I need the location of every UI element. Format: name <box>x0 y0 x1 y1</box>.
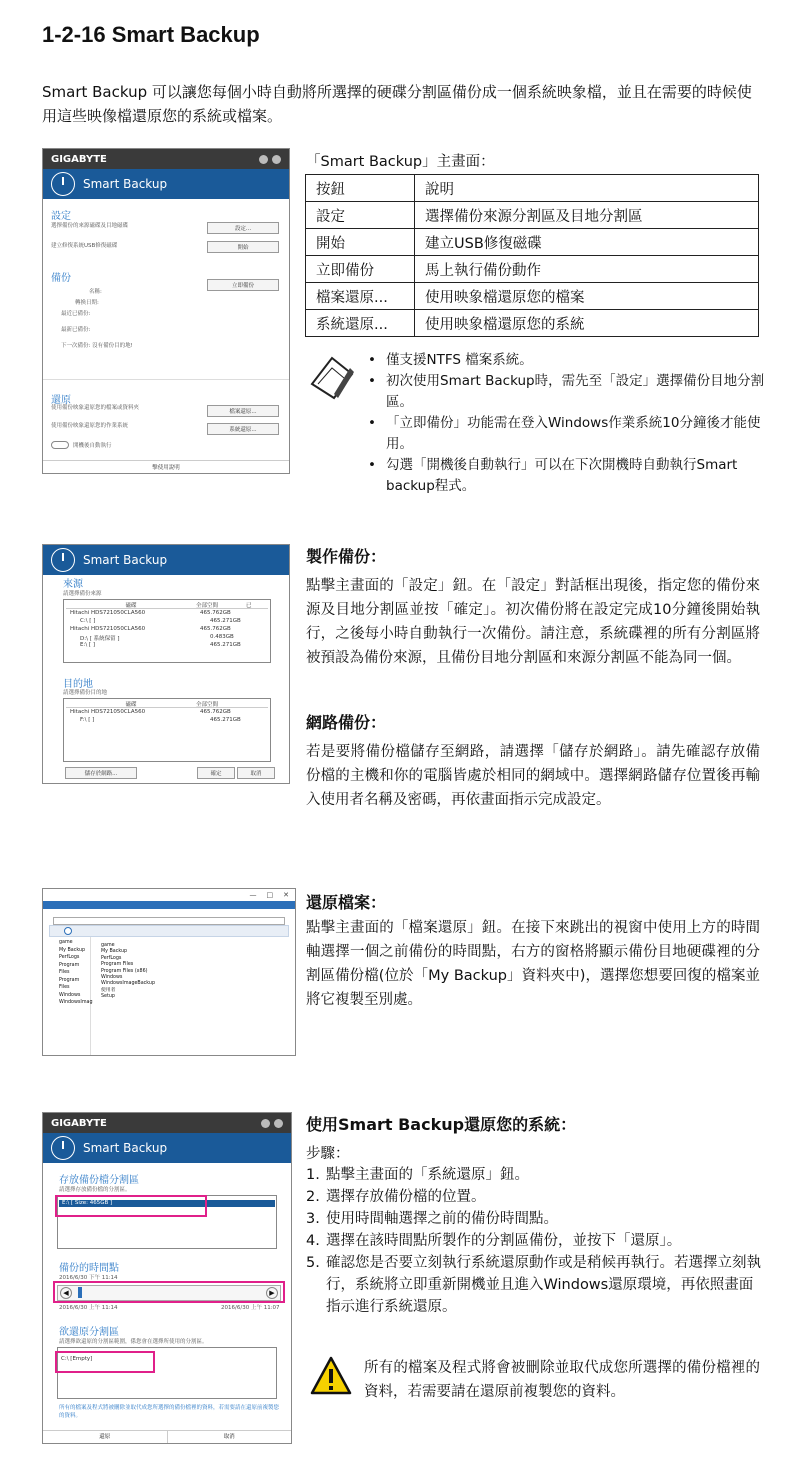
list-item[interactable]: Setup <box>101 994 115 1000</box>
title-bar <box>43 149 289 169</box>
source-label: 請選擇備份來源 <box>63 591 102 597</box>
table-cell: 使用映象檔還原您的系統 <box>415 310 759 337</box>
brand-logo: GIGABYTE <box>51 1117 107 1129</box>
backup-heading: 備份 <box>51 273 71 284</box>
list-item[interactable]: game <box>101 943 115 948</box>
steps-label: 步驟： <box>306 1146 350 1162</box>
network-body: 若是要將備份檔儲存至網路，請選擇「儲存於網路」。請先確認存放備份檔的主機和你的電腦皆處於相同的網域中。選擇網路儲存位置後再輸入使用者名稱及密碼，再依畫面指示完成設定。 <box>306 744 760 808</box>
app-header <box>43 1133 291 1163</box>
tree-item[interactable]: Program Files <box>59 962 80 975</box>
column-header: 已 <box>246 603 252 609</box>
list-item[interactable]: Hitachi HDS721050CLA560 465.762GB <box>70 626 231 632</box>
column-header: 磁碟 <box>125 702 137 708</box>
action-bar <box>43 1430 291 1443</box>
restore-button[interactable]: 還原 <box>43 1431 168 1443</box>
restore-heading: 還原 <box>51 395 71 406</box>
list-item[interactable]: D:\ [ 系統保留 ] 0.483GB <box>80 634 234 642</box>
cancel-button[interactable]: 取消 <box>223 1434 235 1440</box>
button-table <box>305 174 759 337</box>
table-row <box>306 229 759 256</box>
table-cell: 立即備份 <box>306 256 415 283</box>
settings-label: 選擇備份的來源磁碟及目地磁碟 <box>51 223 129 229</box>
list-item[interactable]: E:\ [ Size: 465GB ] <box>59 1200 275 1207</box>
close-icon[interactable]: ✕ <box>283 891 289 899</box>
backup-field: 最近已備份: <box>61 311 91 317</box>
start-button[interactable]: 開始 <box>207 241 279 253</box>
restore-system-title: 使用Smart Backup還原您的系統： <box>306 1115 577 1134</box>
step-item: 5. 確認您是否要立刻執行系統還原動作或是稍候再執行。若選擇立刻執行，系統將立即重新開機並且進入Windows還原環境，再依照畫面指示進行系統還原。 <box>306 1255 761 1315</box>
list-item[interactable]: Windows <box>101 975 123 981</box>
list-item[interactable]: PerfLogs <box>101 955 122 961</box>
system-restore-screenshot <box>42 1112 292 1444</box>
highlight-box <box>55 1195 207 1217</box>
file-restore-button[interactable]: 檔案還原... <box>207 405 279 417</box>
table-cell: 選擇備份來源分割區及目地分割區 <box>415 202 759 229</box>
destination-heading: 目的地 <box>63 679 93 690</box>
store-partition-heading: 存放備份檔分割區 <box>59 1175 139 1186</box>
warning-note: 所有的檔案及程式將被刪除並取代成您所選擇的備份檔裡的資料，若需要請在還原前複製您的資料。 <box>59 1405 280 1419</box>
tree-item[interactable]: My Backup <box>59 947 86 953</box>
table-row <box>306 283 759 310</box>
minimize-icon[interactable] <box>259 155 268 164</box>
column-header: 全部空間 <box>196 603 219 609</box>
header-cell: 說明 <box>415 175 759 202</box>
backup-title: 製作備份： <box>306 547 387 566</box>
ok-button[interactable]: 確定 <box>197 767 235 779</box>
folder-tree[interactable] <box>43 937 91 1055</box>
list-item[interactable]: 使用者 <box>101 987 116 993</box>
table-cell: 檔案還原... <box>306 283 415 310</box>
prev-arrow-icon[interactable]: ◀ <box>60 1287 72 1299</box>
table-cell: 設定 <box>306 202 415 229</box>
ribbon-tab-bar <box>43 901 295 909</box>
table-header-row <box>306 175 759 202</box>
warning-text: 所有的檔案及程式將會被刪除並取代成您所選擇的備份檔裡的資料，若需要請在還原前複製您的資料。 <box>364 1360 760 1400</box>
backup-body: 點擊主畫面的「設定」鈕。在「設定」對話框出現後，指定您的備份來源及目地分割區並按「確定」。初次備份將在設定完成10分鐘後開始執行，之後每小時自動執行一次備份。請注意，系統碟裡的所有分割區將被預設為備份來源，且備份目地分割區和來源分割區不能為同一個。 <box>306 578 760 666</box>
note-item: • 初次使用Smart Backup時，需先至「設定」選擇備份目地分割區。 <box>382 371 776 413</box>
time-label-top: 2016/6/30 下午 11:14 <box>59 1275 118 1281</box>
backup-time-heading: 備份的時間點 <box>59 1263 119 1274</box>
list-item[interactable]: My Backup <box>101 949 128 955</box>
settings-heading: 設定 <box>51 211 71 222</box>
app-name: Smart Backup <box>83 177 168 191</box>
note-item: • 勾選「開機後自動執行」可以在下次開機時自動執行Smart backup程式。 <box>382 455 776 497</box>
section-title: 1-2-16 Smart Backup <box>42 22 260 47</box>
table-cell: 建立USB修復磁碟 <box>415 229 759 256</box>
restore-partition-label: 請選擇欲還原的分割區範圍，係您會在選擇所使用的分割區。 <box>59 1339 208 1345</box>
minimize-icon[interactable]: — <box>249 891 257 899</box>
auto-run-toggle[interactable] <box>51 441 69 449</box>
list-item[interactable]: Program Files (x86) <box>101 968 148 974</box>
note-item: • 「立即備份」功能需在登入Windows作業系統10分鐘後才能使用。 <box>382 413 776 455</box>
list-item[interactable]: F:\ [ ] 465.271GB <box>80 717 241 723</box>
backup-now-button[interactable]: 立即備份 <box>207 279 279 291</box>
highlight-box <box>55 1351 155 1373</box>
app-header <box>43 545 289 575</box>
restore-files-body: 點擊主畫面的「檔案還原」鈕。在接下來跳出的視窗中使用上方的時間軸選擇一個之前備份的時間點，右方的窗格將顯示備份目地硬碟裡的分割區備份檔(位於「My Backup」資料夾中)，選擇您想要回復的檔案並將它複製至別處。 <box>306 920 760 1008</box>
next-arrow-icon[interactable]: ▶ <box>266 1287 278 1299</box>
save-to-network-button[interactable]: 儲存於網路... <box>65 767 137 779</box>
source-heading: 來源 <box>63 579 83 590</box>
main-window-screenshot <box>42 148 290 474</box>
tree-item[interactable]: Program Files <box>59 977 80 990</box>
tree-item[interactable]: game <box>59 940 73 945</box>
tree-item[interactable]: WindowsImag <box>59 1000 93 1005</box>
cancel-button[interactable]: 取消 <box>237 767 275 779</box>
list-item[interactable]: Program Files <box>101 962 134 968</box>
destination-disk-list[interactable] <box>63 698 271 762</box>
timeline-bar[interactable] <box>49 925 289 937</box>
column-header: 全部空間 <box>196 702 219 708</box>
system-restore-button[interactable]: 系統還原... <box>207 423 279 435</box>
backup-field: 下一次備份: 沒有備份目的地! <box>61 343 133 349</box>
auto-run-label: 開機後自動執行 <box>73 443 112 449</box>
settings-dialog-screenshot <box>42 544 290 784</box>
clock-icon <box>51 548 75 572</box>
clock-icon <box>51 1136 75 1160</box>
footer-help[interactable]: 擊使用說明 <box>43 460 289 473</box>
note-item: • 僅支援NTFS 檔案系統。 <box>382 350 776 371</box>
file-explorer-screenshot <box>42 888 296 1056</box>
step-item: 4. 選擇在該時間點所製作的分割區備份，並按下「還原」。 <box>306 1233 682 1249</box>
app-name: Smart Backup <box>83 1141 168 1155</box>
file-list[interactable] <box>101 943 155 1001</box>
backup-field: 最新已備份: <box>61 327 91 333</box>
close-icon[interactable] <box>272 155 281 164</box>
clock-icon <box>51 172 75 196</box>
maximize-icon[interactable]: □ <box>266 891 274 899</box>
tree-item[interactable]: Windows <box>59 992 81 998</box>
list-item[interactable]: C:\ [ ] 465.271GB <box>80 618 241 624</box>
table-cell: 開始 <box>306 229 415 256</box>
close-icon[interactable] <box>274 1119 283 1128</box>
app-header <box>43 169 289 199</box>
source-disk-list[interactable] <box>63 599 271 663</box>
step-item: 3. 使用時間軸選擇之前的備份時間點。 <box>306 1211 558 1227</box>
brand-logo: GIGABYTE <box>51 153 107 165</box>
list-item[interactable]: WindowsImageBackup <box>101 981 156 987</box>
list-item[interactable]: C:\ [Empty] <box>61 1356 93 1362</box>
restore-system-label: 使用備份映象還原您的作業系統 <box>51 423 129 429</box>
settings-button[interactable]: 設定... <box>207 222 279 234</box>
steps-list <box>306 1164 762 1318</box>
table-row <box>306 256 759 283</box>
time-label-right: 2016/6/30 上午 11:07 <box>221 1305 280 1311</box>
notes-list <box>366 350 776 497</box>
divider <box>43 379 289 380</box>
step-item: 1. 點擊主畫面的「系統還原」鈕。 <box>306 1167 529 1183</box>
highlight-box <box>53 1281 285 1303</box>
title-bar <box>43 1113 291 1133</box>
header-cell: 按鈕 <box>306 175 415 202</box>
minimize-icon[interactable] <box>261 1119 270 1128</box>
restore-files-label: 使用備份映象還原您的檔案或資料夾 <box>51 405 140 411</box>
store-partition-label: 請選擇存放備份檔的分割區。 <box>59 1187 131 1193</box>
restore-files-title: 還原檔案： <box>306 893 387 912</box>
tree-item[interactable]: PerfLogs <box>59 955 80 960</box>
restore-partition-heading: 欲還原分割區 <box>59 1327 119 1338</box>
backup-field: 名稱: <box>89 289 102 295</box>
intro-paragraph: Smart Backup 可以讓您每個小時自動將所選擇的硬碟分割區備份成一個系統映象檔，並且在需要的時候使用這些映像檔還原您的系統或檔案。 <box>42 83 752 125</box>
table-cell: 使用映象檔還原您的檔案 <box>415 283 759 310</box>
destination-label: 請選擇備份目的地 <box>63 690 108 696</box>
list-item[interactable]: Hitachi HDS721050CLA560 465.762GB <box>70 709 231 715</box>
list-item[interactable]: Hitachi HDS721050CLA560 465.762GB <box>70 610 231 616</box>
column-header: 磁碟 <box>125 603 137 609</box>
table-row <box>306 202 759 229</box>
app-name: Smart Backup <box>83 553 168 567</box>
warning-triangle-icon <box>310 1356 352 1396</box>
table-cell: 系統還原... <box>306 310 415 337</box>
address-bar[interactable] <box>53 917 285 925</box>
table-row <box>306 310 759 337</box>
main-screen-caption: 「Smart Backup」主畫面： <box>306 154 495 170</box>
backup-field: 轉換日期: <box>75 300 99 306</box>
timeline-slider-knob[interactable] <box>64 927 72 935</box>
step-item: 2. 選擇存放備份檔的位置。 <box>306 1189 486 1205</box>
note-pencil-icon <box>308 354 356 400</box>
time-label-left: 2016/6/30 上午 11:14 <box>59 1305 118 1311</box>
list-item[interactable]: E:\ [ ] 465.271GB <box>80 642 241 648</box>
usb-label: 建立修復系統USB修復磁碟 <box>51 243 118 249</box>
network-title: 網路備份： <box>306 713 387 732</box>
table-cell: 馬上執行備份動作 <box>415 256 759 283</box>
